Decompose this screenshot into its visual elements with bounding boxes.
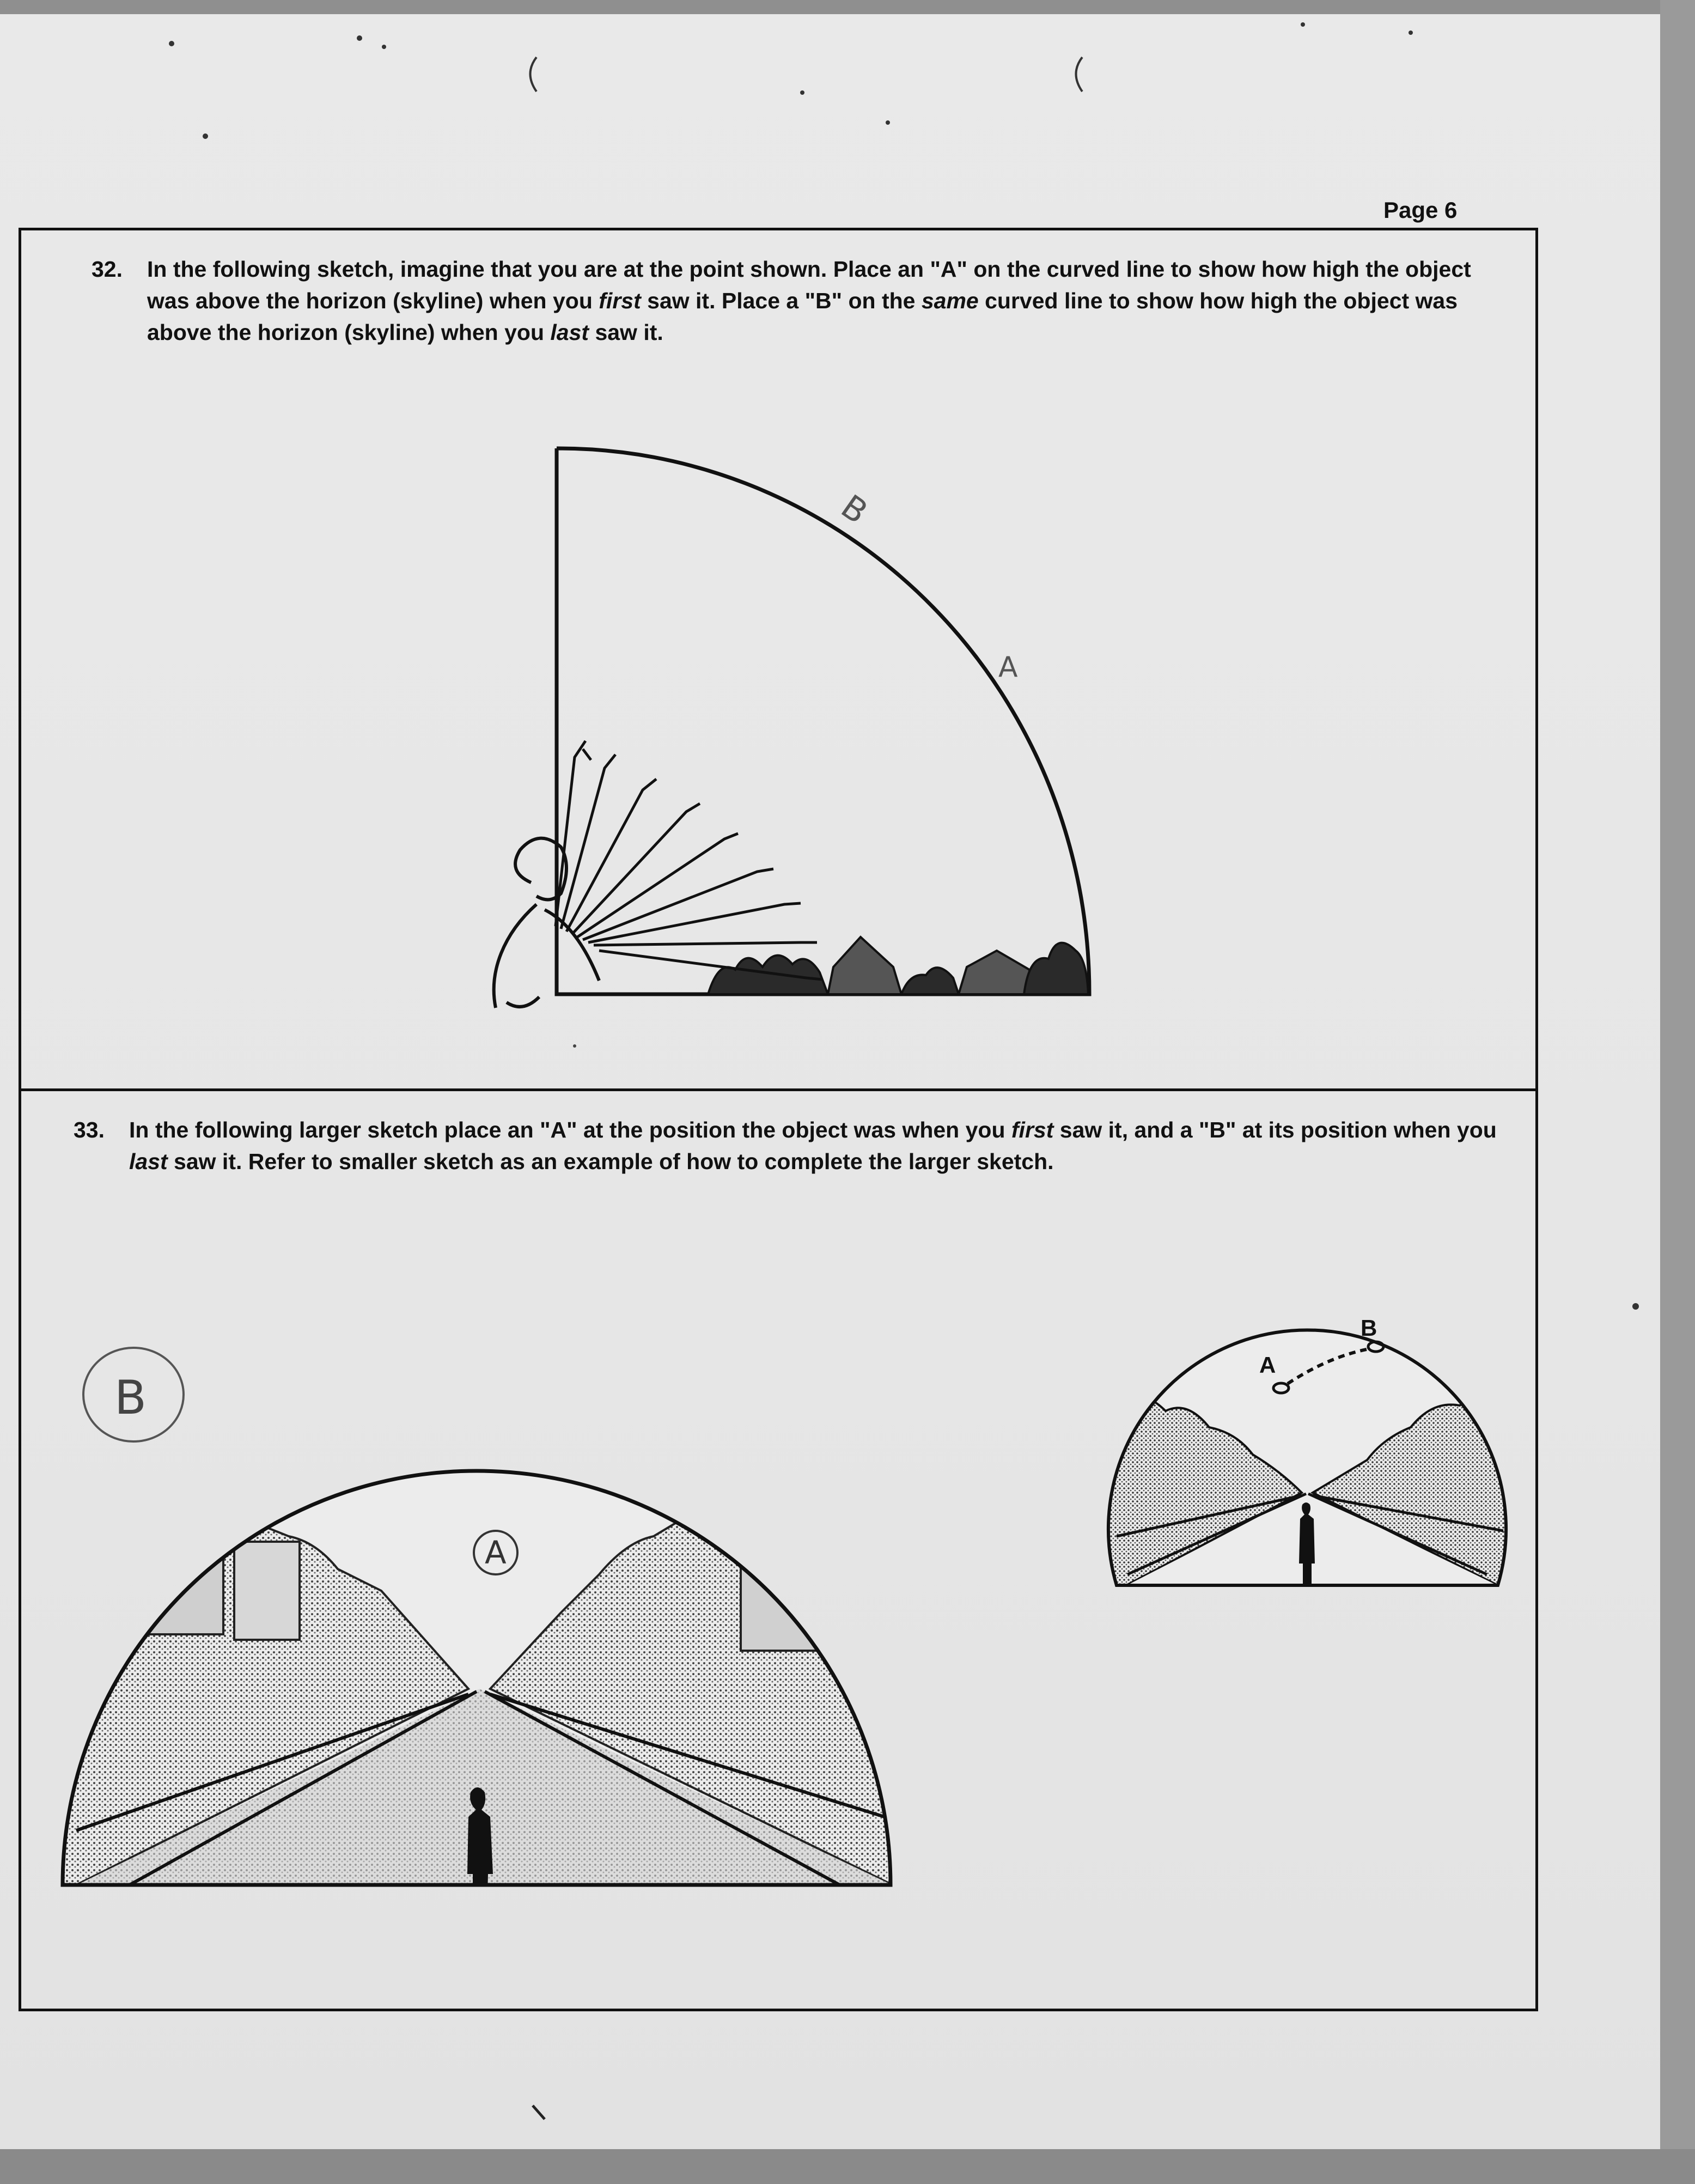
page-number: Page 6 [1383, 197, 1458, 223]
example-label-b: B [1361, 1315, 1377, 1341]
quarter-circle-sketch [479, 436, 1106, 1024]
handwritten-b-mark: B [834, 487, 875, 532]
handwritten-b-answer: B [114, 1371, 147, 1425]
question-32-text: In the following sketch, imagine that you are at the point shown. Place an "A" on the curved line to show how high the object was above the horizon (skyline) when you first saw it. Place a "B" on the same curved line to show how high the object was above the horizon (skyline) when you last saw it. [147, 257, 1471, 345]
question-32 [92, 253, 1508, 351]
handwritten-a-mark: A [998, 651, 1018, 684]
question-32-number: 32. [92, 257, 123, 282]
section-divider [19, 1088, 1538, 1091]
sky-arc [557, 448, 1089, 994]
handwritten-b-circle [76, 1337, 196, 1457]
handwritten-a-answer: A [485, 1534, 507, 1571]
example-label-a: A [1259, 1352, 1276, 1378]
question-33-number: 33. [74, 1117, 105, 1142]
question-33 [74, 1114, 1517, 1185]
pointing-arms [556, 741, 822, 980]
small-example-sketch [1106, 1291, 1520, 1596]
skyline-houses [708, 937, 1088, 994]
question-33-text: In the following larger sketch place an "A" at the position the object was when you first saw it, and a "B" at its position when you last saw it. Refer to smaller sketch as an example of how to complete the larger sketch. [129, 1117, 1497, 1174]
